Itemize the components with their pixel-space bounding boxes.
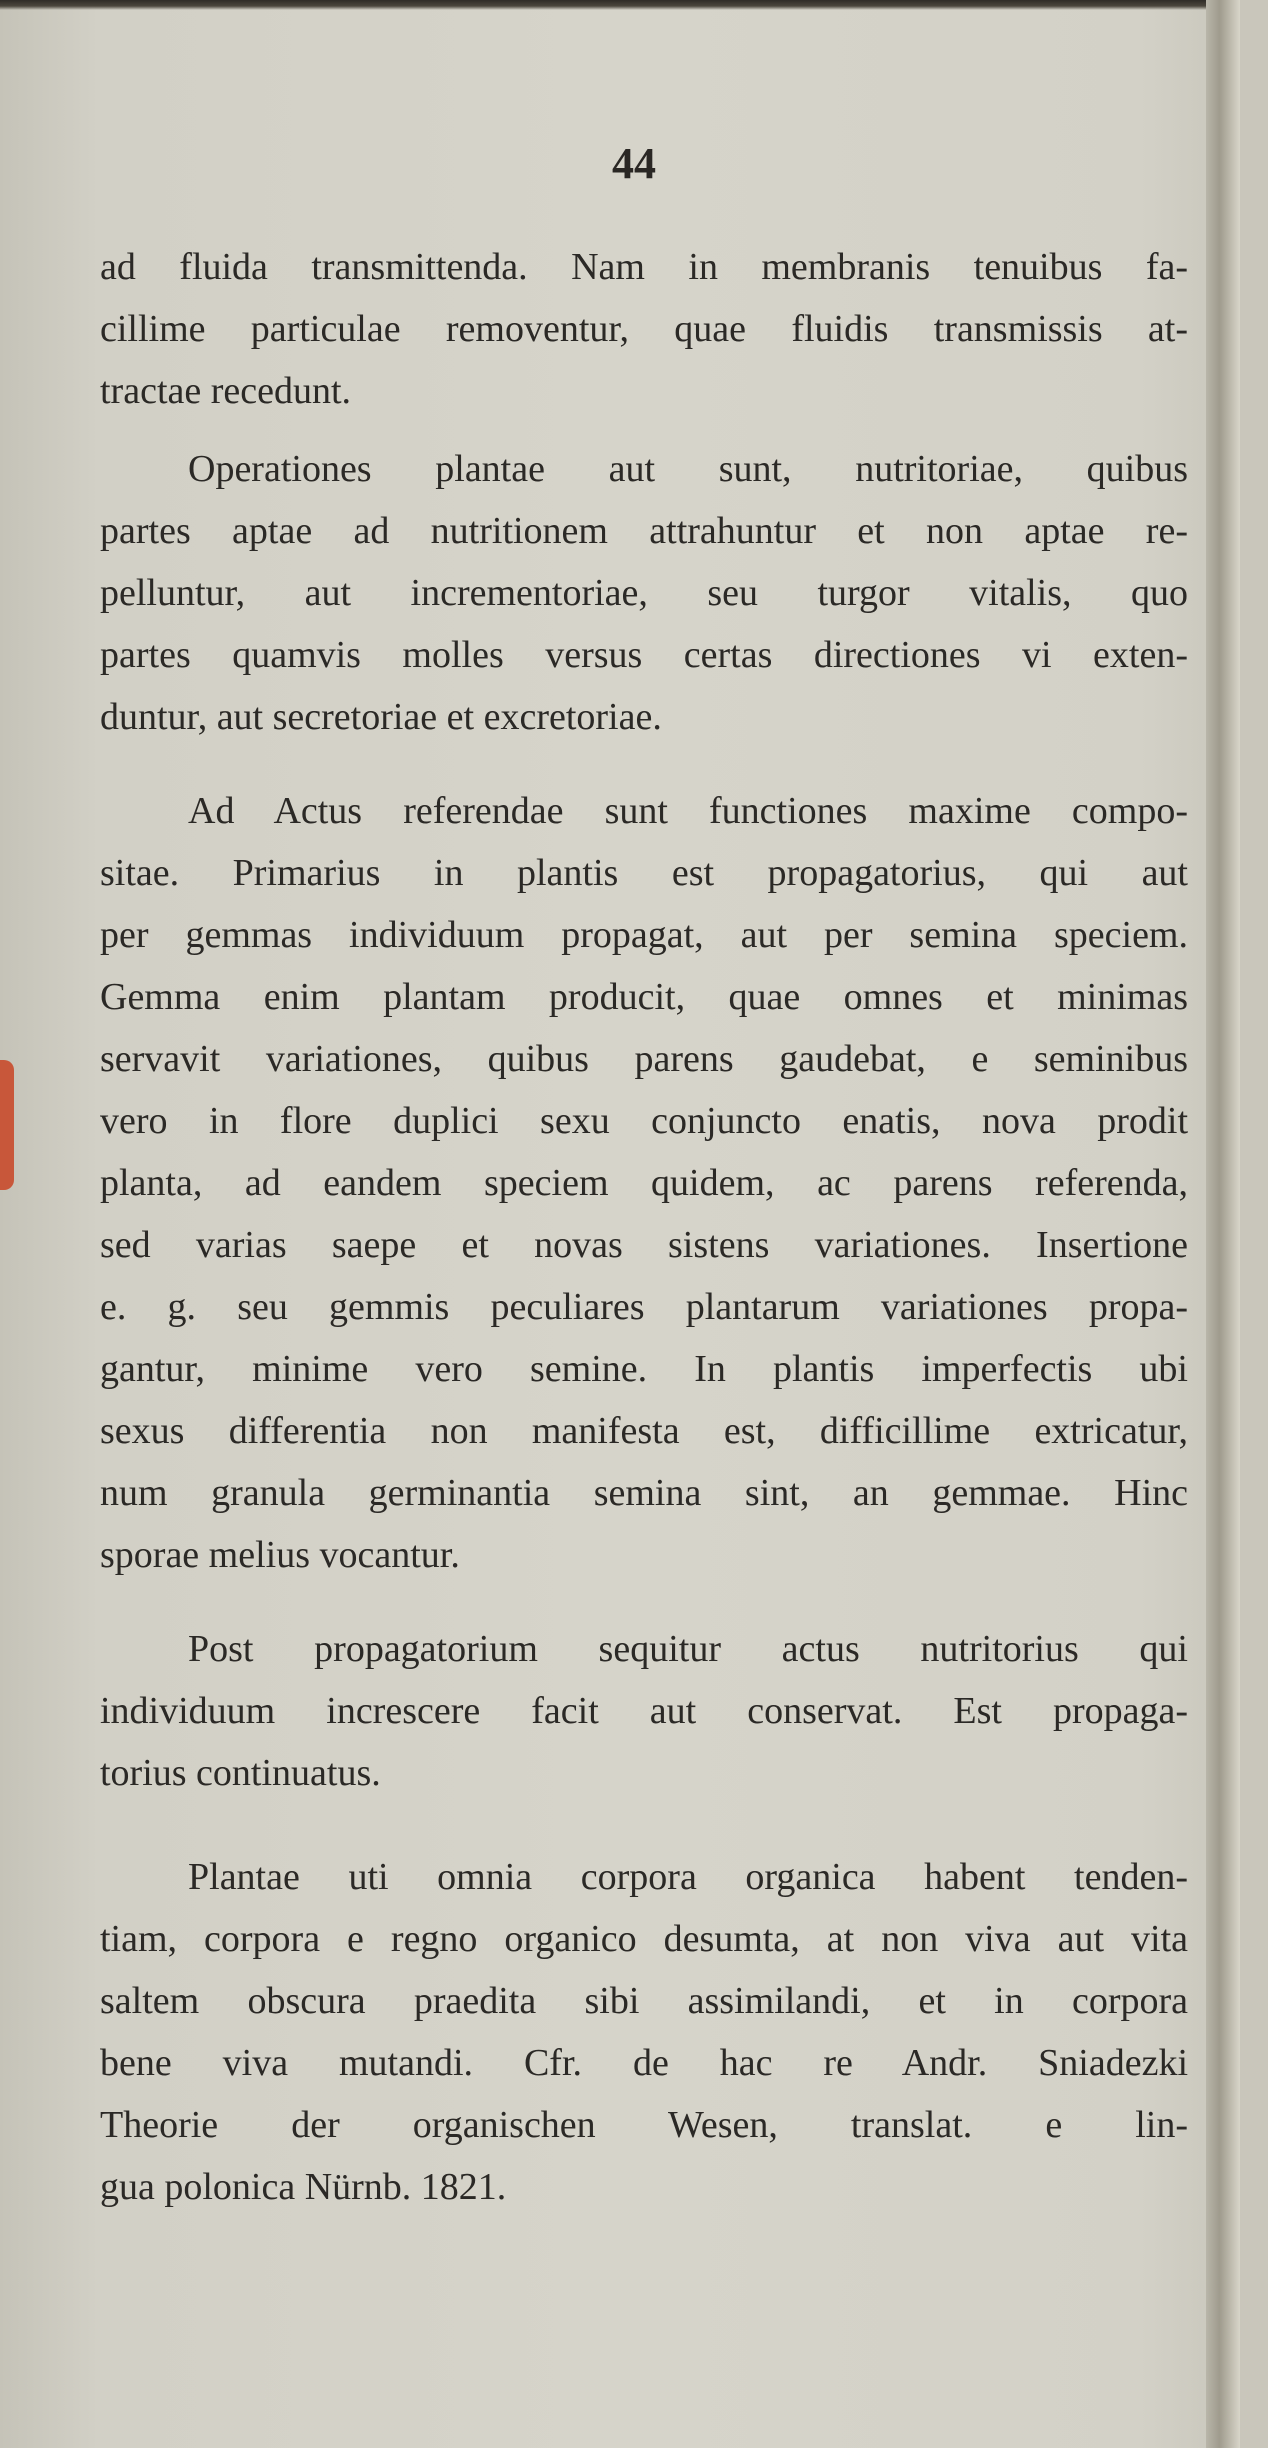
text-line: servavit variationes, quibus parens gaudebat, e seminibus [100,1038,1188,1080]
text-line: vero in flore duplici sexu conjuncto enatis, nova prodit [100,1100,1188,1142]
text-line: partes aptae ad nutritionem attrahuntur et non aptae re- [100,510,1188,552]
text-line: Theorie der organischen Wesen, translat. e lin- [100,2104,1188,2146]
text-line: planta, ad eandem speciem quidem, ac parens referenda, [100,1162,1188,1204]
text-line: cillime particulae removentur, quae fluidis transmissis at- [100,308,1188,350]
text-line: num granula germinantia semina sint, an gemmae. Hinc [100,1472,1188,1514]
page-fore-edge [1206,0,1240,2448]
text-line: individuum increscere facit aut conservat. Est propaga- [100,1690,1188,1732]
paragraph-3 [100,780,1188,1586]
ribbon-bookmark [0,1060,14,1190]
text-line: Ad Actus referendae sunt functiones maxime compo- [188,790,1188,832]
text-line: sed varias saepe et novas sistens variationes. Insertione [100,1224,1188,1266]
paragraph-2 [100,438,1188,748]
text-line: duntur, aut secretoriae et excretoriae. [100,696,662,738]
text-line: pelluntur, aut incrementoriae, seu turgor vitalis, quo [100,572,1188,614]
text-line: torius continuatus. [100,1752,381,1794]
text-line: ad fluida transmittenda. Nam in membranis tenuibus fa- [100,246,1188,288]
page-top-edge [0,0,1230,10]
paragraph-1 [100,236,1188,422]
text-line: saltem obscura praedita sibi assimilandi, et in corpora [100,1980,1188,2022]
text-line: Operationes plantae aut sunt, nutritoriae, quibus [188,448,1188,490]
text-line: gua polonica Nürnb. 1821. [100,2166,507,2208]
paragraph-5 [100,1846,1188,2218]
text-line: e. g. seu gemmis peculiares plantarum variationes propa- [100,1286,1188,1328]
text-line: Post propagatorium sequitur actus nutritorius qui [188,1628,1188,1670]
text-line: gantur, minime vero semine. In plantis imperfectis ubi [100,1348,1188,1390]
text-line: bene viva mutandi. Cfr. de hac re Andr. Sniadezki [100,2042,1188,2084]
text-line: Gemma enim plantam producit, quae omnes et minimas [100,976,1188,1018]
text-line: tiam, corpora e regno organico desumta, at non viva aut vita [100,1918,1188,1960]
text-line: partes quamvis molles versus certas directiones vi exten- [100,634,1188,676]
text-line: sexus differentia non manifesta est, difficillime extricatur, [100,1410,1188,1452]
text-line: per gemmas individuum propagat, aut per semina speciem. [100,914,1188,956]
text-line: sitae. Primarius in plantis est propagatorius, qui aut [100,852,1188,894]
text-line: tractae recedunt. [100,370,352,412]
text-line: Plantae uti omnia corpora organica habent tenden- [188,1856,1188,1898]
paragraph-4 [100,1618,1188,1804]
page-number: 44 [612,139,656,188]
text-line: sporae melius vocantur. [100,1534,460,1576]
